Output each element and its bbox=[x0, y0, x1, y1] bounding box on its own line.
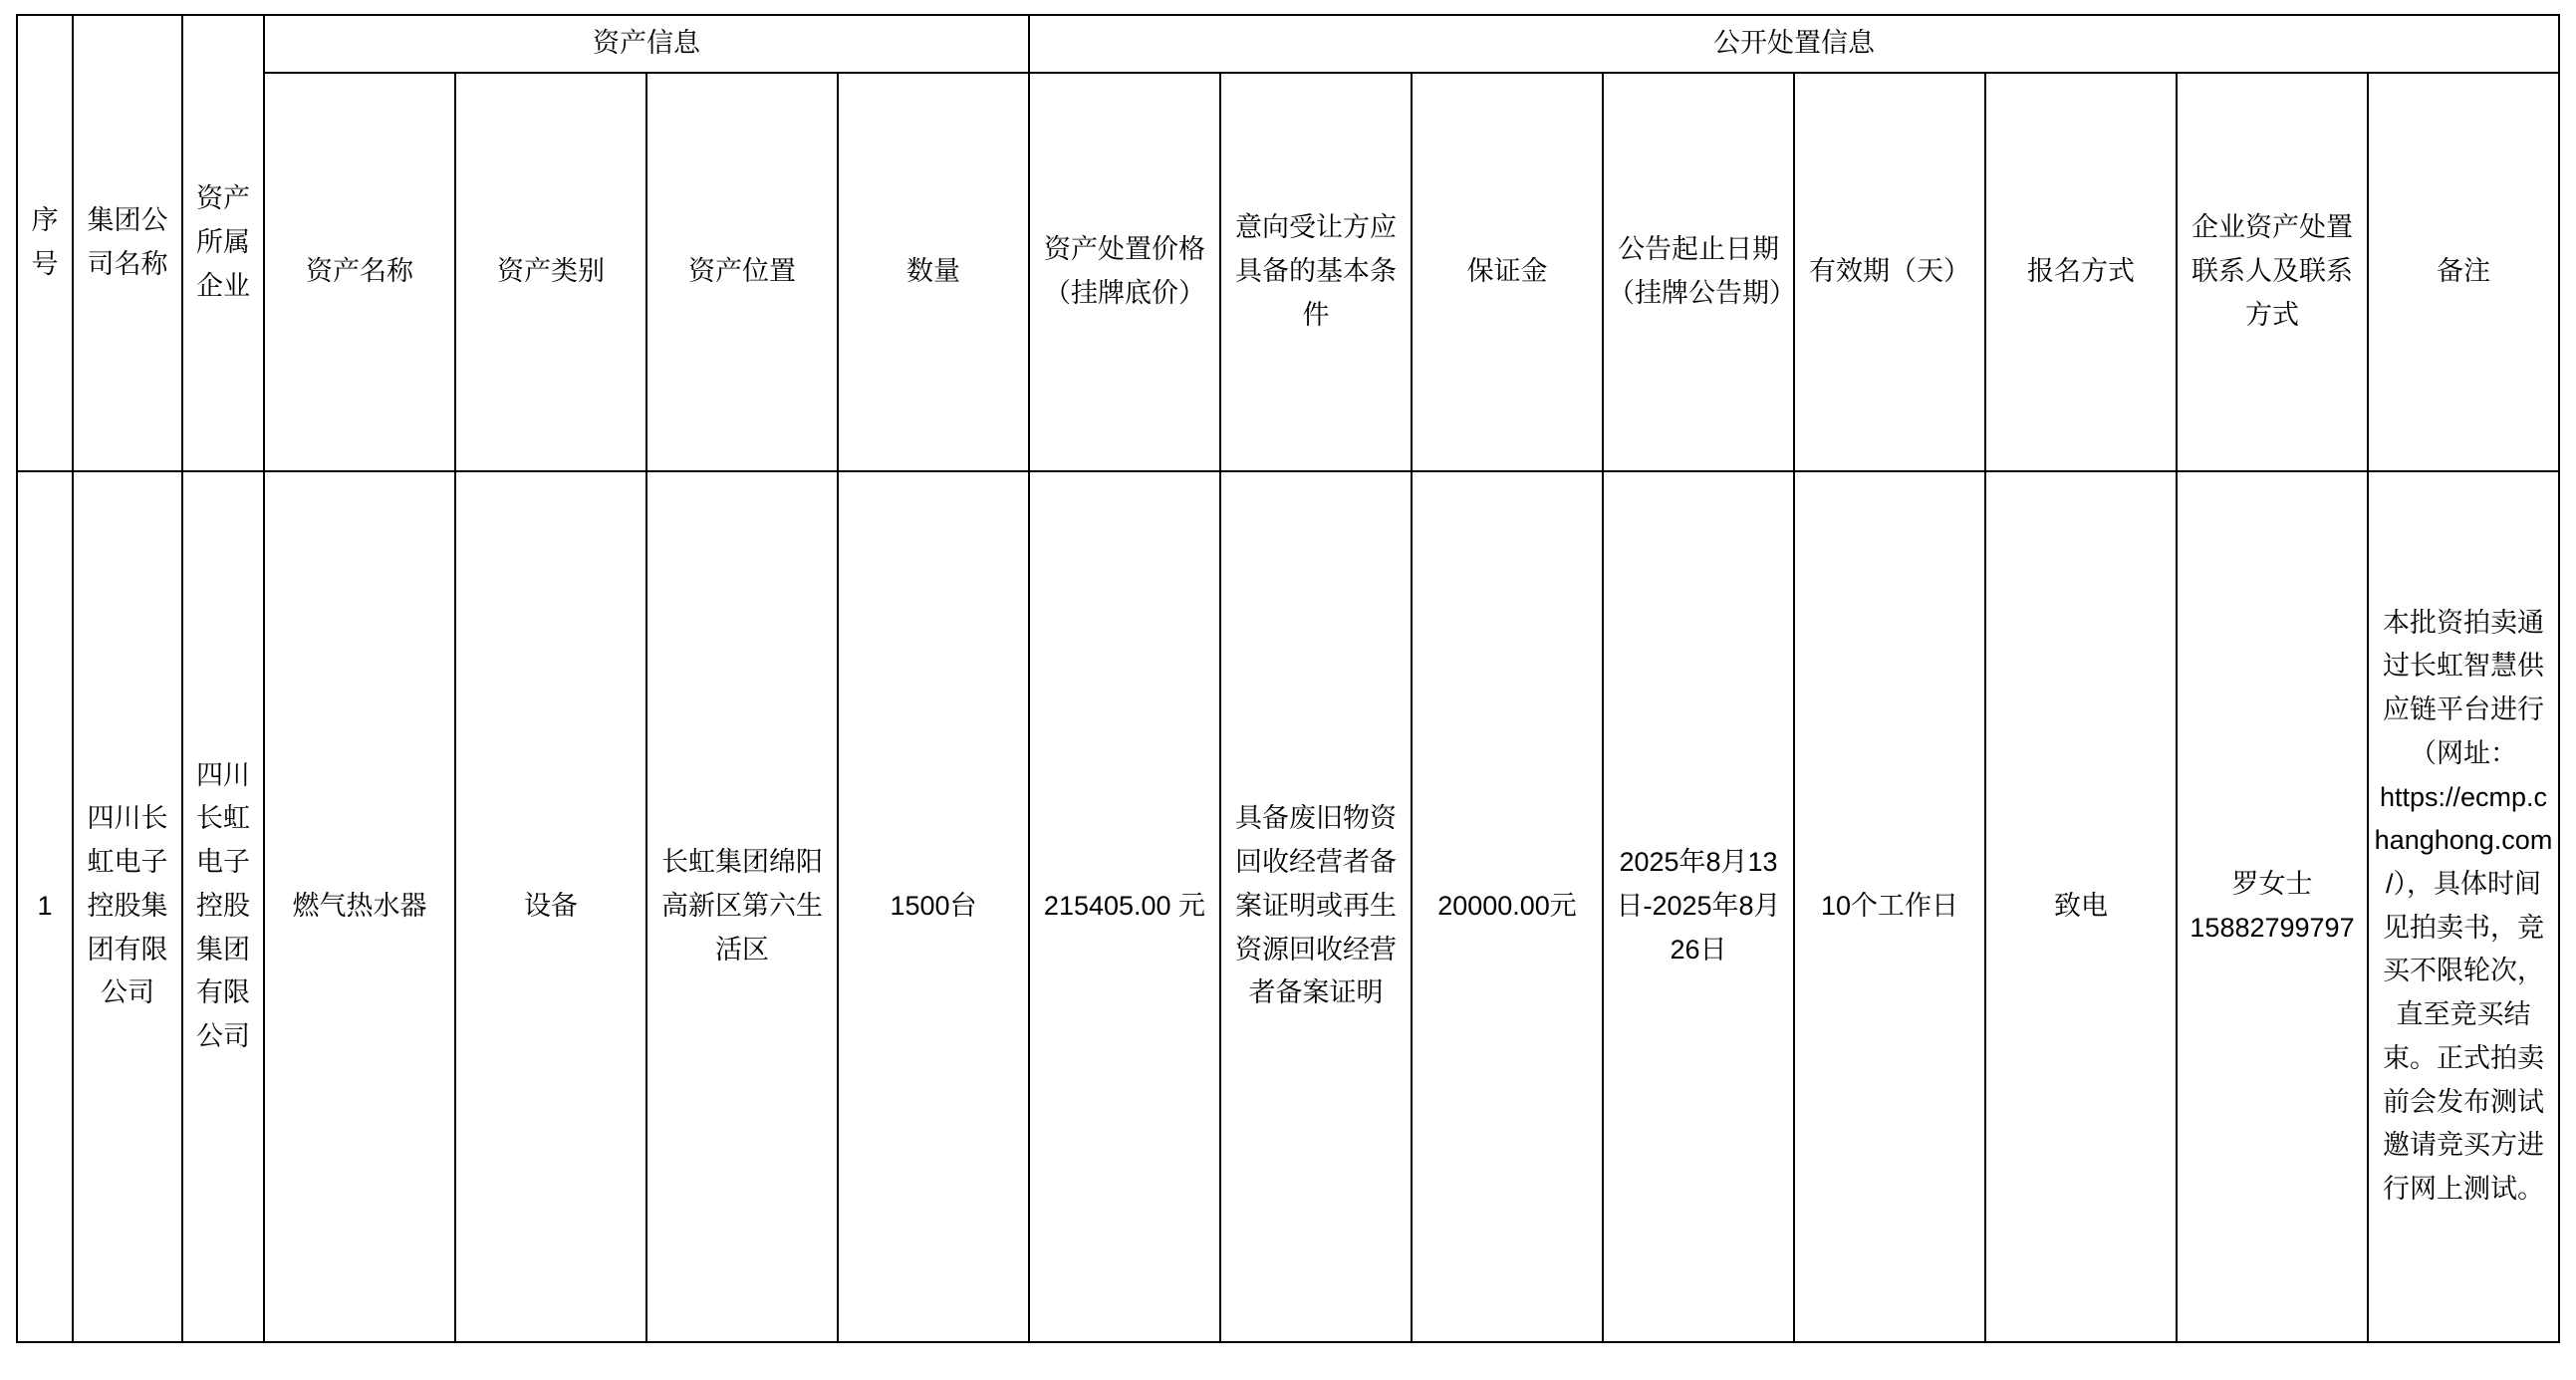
cell-announce-period: 2025年8月13日-2025年8月26日 bbox=[1603, 471, 1794, 1342]
cell-valid-days: 10个工作日 bbox=[1794, 471, 1985, 1342]
cell-price: 215405.00 元 bbox=[1029, 471, 1220, 1342]
cell-remark: 本批资拍卖通过长虹智慧供应链平台进行（网址：https://ecmp.changhong.com/），具体时间见拍卖书，竞买不限轮次，直至竞买结束。正式拍卖前会发布测试邀请竞买方进行网上测试。 bbox=[2368, 471, 2559, 1342]
cell-signup-method: 致电 bbox=[1985, 471, 2177, 1342]
header-asset-name: 资产名称 bbox=[264, 73, 455, 471]
header-valid-days: 有效期（天） bbox=[1794, 73, 1985, 471]
group-header-public-disposal-info: 公开处置信息 bbox=[1029, 15, 2559, 73]
header-asset-type: 资产类别 bbox=[455, 73, 646, 471]
header-group-company: 集团公司名称 bbox=[73, 15, 182, 471]
header-remark: 备注 bbox=[2368, 73, 2559, 471]
cell-seq: 1 bbox=[17, 471, 73, 1342]
header-owner-enterprise: 资产所属企业 bbox=[182, 15, 264, 471]
cell-quantity: 1500台 bbox=[838, 471, 1029, 1342]
cell-conditions: 具备废旧物资回收经营者备案证明或再生资源回收经营者备案证明 bbox=[1220, 471, 1412, 1342]
asset-disposal-table bbox=[16, 14, 2560, 1343]
cell-asset-name: 燃气热水器 bbox=[264, 471, 455, 1342]
table-row bbox=[17, 471, 2559, 1342]
cell-deposit: 20000.00元 bbox=[1412, 471, 1603, 1342]
header-quantity: 数量 bbox=[838, 73, 1029, 471]
cell-group-company: 四川长虹电子控股集团有限公司 bbox=[73, 471, 182, 1342]
header-conditions: 意向受让方应具备的基本条件 bbox=[1220, 73, 1412, 471]
group-header-asset-info: 资产信息 bbox=[264, 15, 1029, 73]
header-signup-method: 报名方式 bbox=[1985, 73, 2177, 471]
table-header-row bbox=[17, 73, 2559, 471]
cell-asset-location: 长虹集团绵阳高新区第六生活区 bbox=[646, 471, 838, 1342]
header-seq: 序号 bbox=[17, 15, 73, 471]
header-announce-period: 公告起止日期（挂牌公告期） bbox=[1603, 73, 1794, 471]
cell-owner-enterprise: 四川长虹电子控股集团有限公司 bbox=[182, 471, 264, 1342]
cell-contact: 罗女士15882799797 bbox=[2177, 471, 2368, 1342]
cell-asset-type: 设备 bbox=[455, 471, 646, 1342]
header-asset-location: 资产位置 bbox=[646, 73, 838, 471]
header-deposit: 保证金 bbox=[1412, 73, 1603, 471]
table-group-header-row bbox=[17, 15, 2559, 73]
header-contact: 企业资产处置联系人及联系方式 bbox=[2177, 73, 2368, 471]
header-price: 资产处置价格（挂牌底价） bbox=[1029, 73, 1220, 471]
